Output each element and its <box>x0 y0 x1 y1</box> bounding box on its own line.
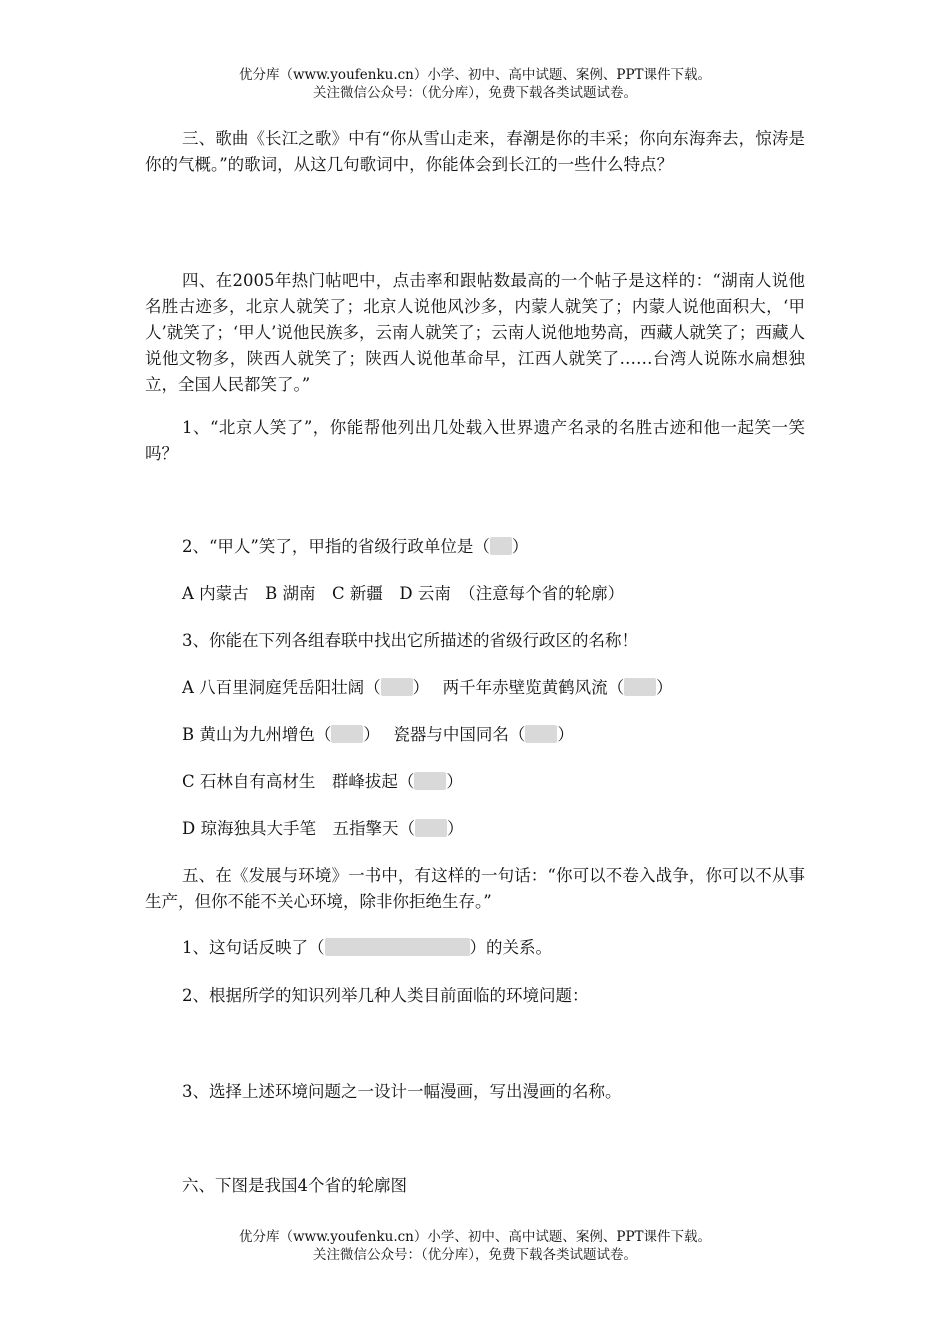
question-4-3: 3、你能在下列各组春联中找出它所描述的省级行政区的名称！ <box>182 631 638 650</box>
question-4-2-options: A 内蒙古 B 湖南 C 新疆 D 云南 （注意每个省的轮廓） <box>182 584 625 603</box>
couplet-b-text-1: B 黄山为九州增色（ <box>182 725 332 744</box>
answer-blank[interactable] <box>490 537 512 555</box>
answer-blank[interactable] <box>331 725 363 743</box>
couplet-a-text-2: ） 两千年赤壁览黄鹤风流（ <box>412 678 625 697</box>
question-4-2 <box>182 534 528 560</box>
answer-blank[interactable] <box>414 772 446 790</box>
header-line-2: 关注微信公众号：（优分库），免费下载各类试题试卷。 <box>313 85 637 101</box>
answer-blank[interactable] <box>525 725 557 743</box>
answer-blank[interactable] <box>624 678 656 696</box>
question-5-3: 3、选择上述环境问题之一设计一幅漫画，写出漫画的名称。 <box>182 1082 622 1101</box>
couplet-a-text-1: A 八百里洞庭凭岳阳壮阔（ <box>182 678 381 697</box>
couplet-d-text-1: D 琼海独具大手笔 五指擎天（ <box>182 819 415 838</box>
answer-blank[interactable] <box>381 678 413 696</box>
couplet-b-text-3: ） <box>557 725 574 744</box>
question-3: 三、歌曲《长江之歌》中有“你从雪山走来，春潮是你的丰采；你向东海奔去，惊涛是你的气概。”的歌词，从这几句歌词中，你能体会到长江的一些什么特点？ <box>145 129 805 174</box>
couplet-c-text-1: C 石林自有高材生 群峰拔起（ <box>182 772 415 791</box>
question-5-2: 2、根据所学的知识列举几种人类目前面临的环境问题： <box>182 986 589 1005</box>
answer-blank[interactable] <box>325 938 470 956</box>
question-5-1-close: ）的关系。 <box>469 938 552 957</box>
page-header <box>0 66 950 102</box>
page-footer <box>0 1228 950 1264</box>
question-4-intro: 四、在2005年热门帖吧中，点击率和跟帖数最高的一个帖子是这样的：“湖南人说他名胜古迹多，北京人就笑了；北京人说他风沙多，内蒙人就笑了；内蒙人说他面积大，‘甲人’就笑了；‘甲人’说他民族多，云南人就笑了；云南人说他地势高，西藏人就笑了；西藏人说他文物多，陕西人就笑了；陕西人说他革命早，江西人就笑了……台湾人说陈水扁想独立，全国人民都笑了。” <box>145 271 805 394</box>
couplet-c <box>182 769 463 795</box>
footer-line-1: 优分库（www.youfenku.cn）小学、初中、高中试题、案例、PPT课件下载。 <box>238 1229 712 1245</box>
couplet-d-text-2: ） <box>446 819 464 838</box>
question-4-2-prompt: 2、“甲人”笑了，甲指的省级行政单位是（ <box>182 537 490 556</box>
couplet-a <box>182 675 673 701</box>
question-5-1-prompt: 1、这句话反映了（ <box>182 938 325 957</box>
question-4-2-close: ） <box>511 537 529 556</box>
question-6: 六、下图是我国4个省的轮廓图 <box>182 1176 407 1195</box>
couplet-b-text-2: ） 瓷器与中国同名（ <box>363 725 526 744</box>
answer-blank[interactable] <box>415 819 447 837</box>
couplet-d <box>182 816 463 842</box>
couplet-c-text-2: ） <box>446 772 463 791</box>
footer-line-2: 关注微信公众号：（优分库），免费下载各类试题试卷。 <box>313 1247 637 1263</box>
couplet-a-text-3: ） <box>656 678 673 697</box>
question-5-intro: 五、在《发展与环境》一书中，有这样的一句话：“你可以不卷入战争，你可以不从事生产，但你不能不关心环境，除非你拒绝生存。” <box>145 866 805 911</box>
couplet-b <box>182 722 574 748</box>
question-5-1 <box>182 935 552 961</box>
header-line-1: 优分库（www.youfenku.cn）小学、初中、高中试题、案例、PPT课件下载。 <box>238 67 712 83</box>
question-4-1: 1、“北京人笑了”，你能帮他列出几处载入世界遗产名录的名胜古迹和他一起笑一笑吗？ <box>145 418 805 463</box>
